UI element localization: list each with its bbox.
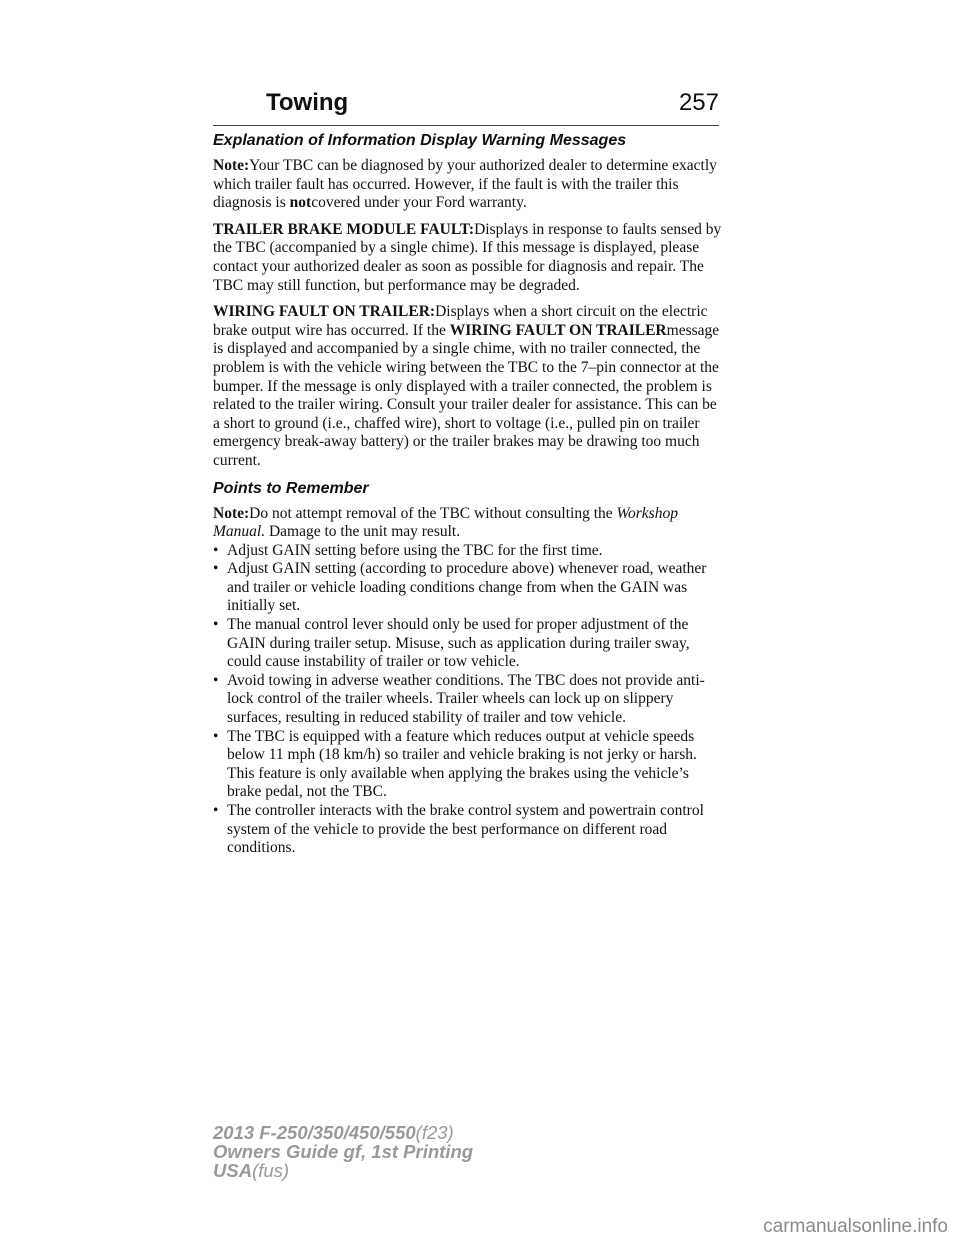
heading-points-to-remember: Points to Remember: [213, 479, 369, 497]
note-text-1: Your TBC can be diagnosed by your authorized dealer to determine exactly which trailer fault has occurred. However, if the fault is with the trailer this diagnosis is: [213, 157, 717, 212]
wiring-fault-text-1: Displays when a short circuit on the electric brake output wire has occurred. If the: [213, 303, 708, 339]
list-item: • The manual control lever should only be used for proper adjustment of the GAIN during trailer setup. Misuse, such as application during trailer sway, could cause instability of trailer or tow vehicle.: [213, 616, 690, 671]
bullet-icon: •: [213, 802, 219, 819]
page-header: [213, 85, 719, 126]
main-content: [213, 131, 723, 858]
wiring-fault-text-2: message is displayed and accompanied by a single chime, with no trailer connected, the problem is with the vehicle wiring between the TBC to the 7–pin connector at the bumper. If the message is only displayed with a trailer connected, the problem is related to the trailer wiring. Consult your trailer dealer for assistance. This can be a short to ground (i.e., chaffed wire), short to voltage (i.e., pulled pin on trailer emergency break-away battery) or the trailer brakes may be drawing too much current.: [213, 321, 720, 469]
footer-line-guide: Owners Guide gf, 1st Printing: [213, 1141, 474, 1162]
wiring-fault-bold: WIRING FAULT ON TRAILER: [449, 321, 667, 339]
section-title: Towing: [266, 89, 349, 116]
points-list: [213, 542, 723, 858]
footer-line-model: 2013 F-250/350/450/550(f23): [213, 1122, 454, 1143]
wiring-fault-label: WIRING FAULT ON TRAILER:: [213, 303, 436, 321]
site-watermark: carmanualsonline.info: [763, 1216, 948, 1237]
bullet-icon: •: [213, 671, 219, 689]
module-fault-text: Displays in response to faults sensed by the TBC (accompanied by a single chime). If this message is displayed, please contact your authorized dealer as soon as possible for diagnosis and repair. The TBC may still function, but performance may be degraded.: [213, 220, 722, 294]
list-item: • The TBC is equipped with a feature which reduces output at vehicle speeds below 11 mph (18 km/h) so trailer and vehicle braking is not jerky or harsh. This feature is only available when applying the brakes using the vehicle’s brake pedal, not the TBC.: [213, 727, 697, 801]
list-item: • The controller interacts with the brake control system and powertrain control system of the vehicle to provide the best performance on different road conditions.: [213, 802, 704, 857]
note-paragraph: [213, 157, 723, 213]
bullet-icon: •: [213, 541, 219, 559]
bullet-icon: •: [213, 727, 219, 745]
module-fault-paragraph: [213, 221, 723, 295]
note-bold: not: [289, 194, 312, 212]
list-item: • Adjust GAIN setting (according to procedure above) whenever road, weather and trailer or vehicle loading conditions change from when the GAIN was initially set.: [213, 560, 707, 615]
points-note-text-2: Damage to the unit may result.: [265, 523, 461, 541]
workshop-manual-ref: Workshop Manual.: [213, 504, 678, 541]
note-label: Note:: [213, 157, 250, 174]
heading-warning-messages: Explanation of Information Display Warning Messages: [213, 132, 627, 149]
note-text-2: covered under your Ford warranty.: [311, 194, 527, 212]
wiring-fault-paragraph: [213, 303, 723, 470]
bullet-icon: •: [213, 616, 219, 634]
list-item: • Adjust GAIN setting before using the TBC for the first time.: [213, 541, 603, 559]
print-footer: [213, 1123, 473, 1180]
footer-line-market: USA(fus): [213, 1160, 290, 1181]
points-note-text-1: Do not attempt removal of the TBC without consulting the: [249, 504, 617, 522]
page-number: 257: [678, 89, 719, 116]
bullet-icon: •: [213, 560, 219, 578]
points-note-paragraph: [213, 505, 723, 542]
points-note-label: Note:: [213, 504, 250, 522]
module-fault-label: TRAILER BRAKE MODULE FAULT:: [213, 220, 475, 238]
list-item: • Avoid towing in adverse weather conditions. The TBC does not provide anti-lock control of the trailer wheels. Trailer wheels can lock up on slippery surfaces, resulting in reduced stability of trailer and tow vehicle.: [213, 671, 705, 727]
